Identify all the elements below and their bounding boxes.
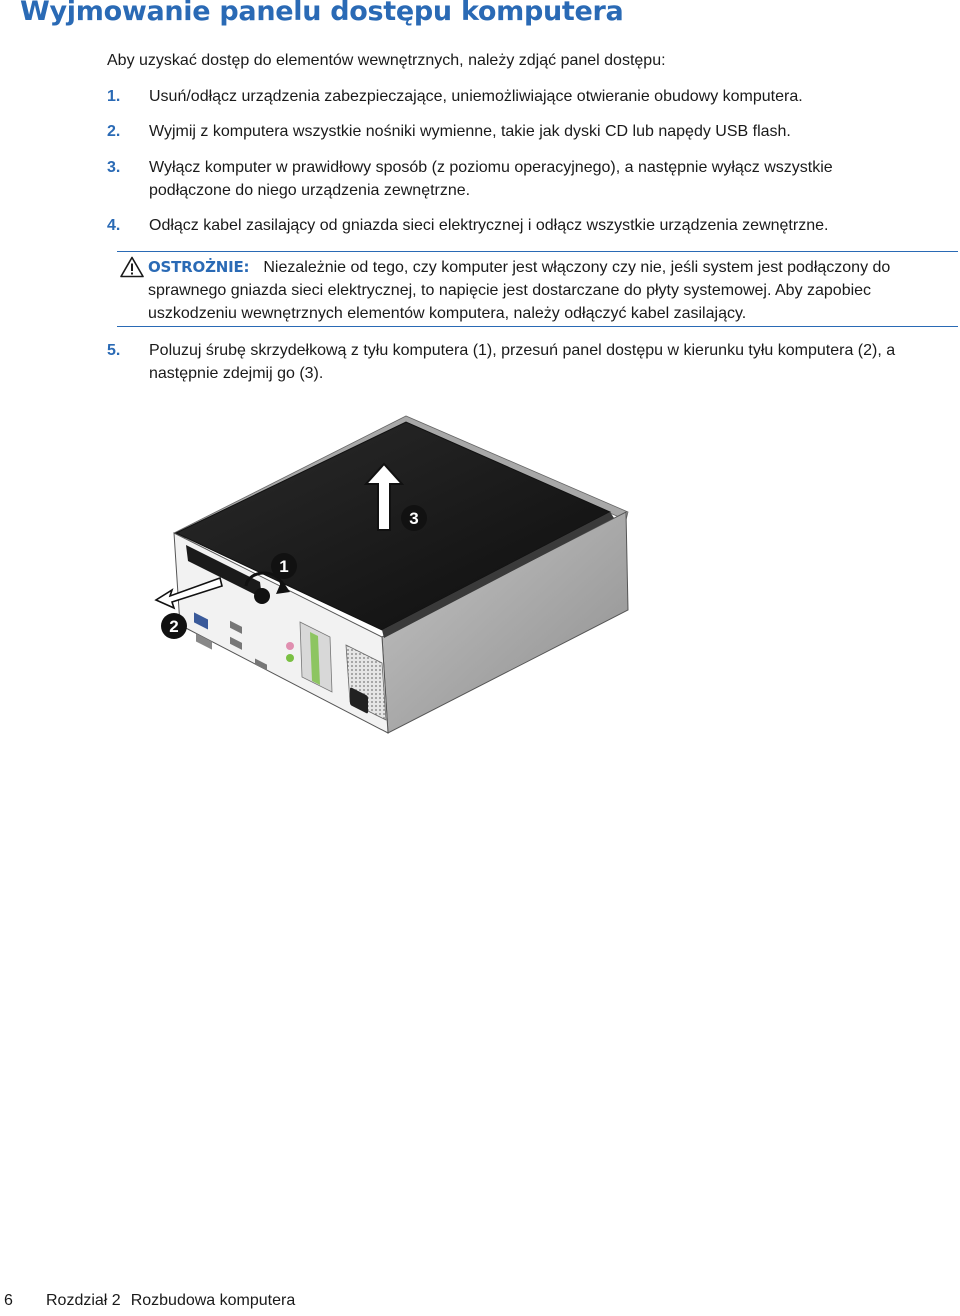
step-text: Wyłącz komputer w prawidłowy sposób (z poziomu operacyjnego), a następnie wyłącz wszystkie podłączone do niego urządzenia zewnętrzne. — [149, 159, 833, 199]
step-1 — [107, 85, 907, 108]
step-text: Poluzuj śrubę skrzydełkową z tyłu komputera (1), przesuń panel dostępu w kierunku tyłu komputera (2), a następnie zdejmij go (3). — [149, 342, 896, 382]
caution-body — [148, 256, 958, 325]
page-title: Wyjmowanie panelu dostępu komputera — [20, 0, 624, 27]
callout-3-label: 3 — [409, 509, 419, 528]
step-number: 1. — [107, 88, 121, 105]
step-number: 4. — [107, 217, 121, 234]
step-number: 5. — [107, 342, 121, 359]
step-text: Wyjmij z komputera wszystkie nośniki wymienne, takie jak dyski CD lub napędy USB flash. — [149, 123, 791, 140]
step-number: 3. — [107, 159, 121, 176]
step-number: 2. — [107, 123, 121, 140]
step-text: Odłącz kabel zasilający od gniazda sieci elektrycznej i odłącz wszystkie urządzenia zewnętrzne. — [149, 217, 829, 234]
warning-triangle-icon — [120, 256, 144, 278]
step-text: Usuń/odłącz urządzenia zabezpieczające, uniemożliwiające otwieranie obudowy komputera. — [149, 88, 803, 105]
audio-jack — [286, 642, 294, 650]
computer-illustration — [150, 400, 640, 740]
intro-paragraph: Aby uzyskać dostęp do elementów wewnętrznych, należy zdjąć panel dostępu: — [107, 52, 666, 69]
audio-jack — [286, 654, 294, 662]
page-number: 6 — [4, 1292, 13, 1309]
caution-box — [117, 251, 958, 327]
callout-1-label: 1 — [279, 557, 289, 576]
chapter-label: Rozdział 2 — [46, 1292, 121, 1309]
caution-label: OSTROŻNIE: — [148, 258, 250, 276]
caution-text: Niezależnie od tego, czy komputer jest włączony czy nie, jeśli system jest podłączony do sprawnego gniazda sieci elektrycznej, to napięcie jest dostarczane do płyty systemowej. Aby zapobiec uszkodzeniu wewnętrznych elementów komputera, należy odłączyć kabel zasilający. — [148, 259, 891, 322]
step-5 — [107, 339, 907, 385]
page-footer — [4, 1292, 295, 1310]
step-2 — [107, 120, 907, 143]
callout-2-label: 2 — [169, 617, 179, 636]
step-4 — [107, 214, 907, 237]
thumbscrew — [254, 588, 270, 604]
chapter-title: Rozbudowa komputera — [130, 1292, 296, 1309]
step-3 — [107, 156, 907, 202]
